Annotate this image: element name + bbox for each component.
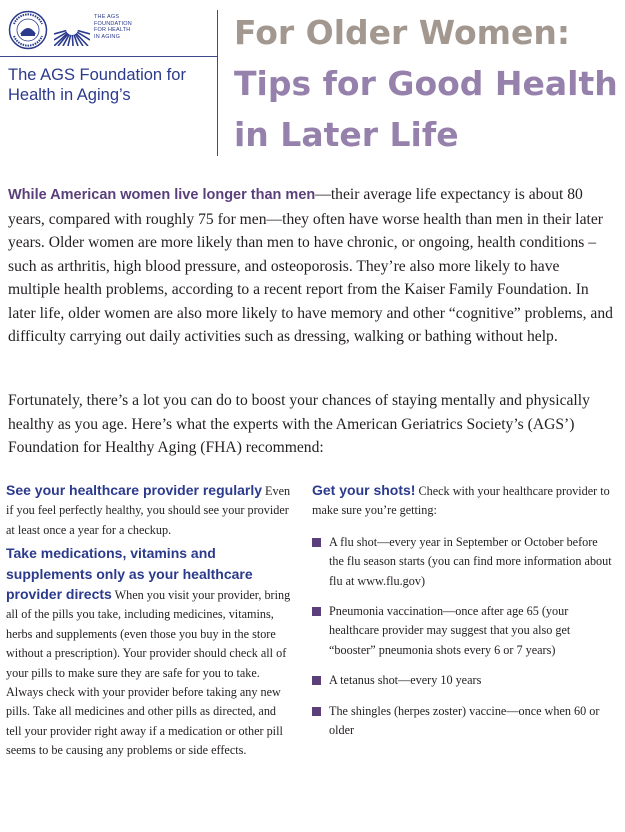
intro-lead: While American women live longer than men: [8, 187, 316, 203]
fha-logo: [54, 12, 146, 48]
list-item: A tetanus shot—every 10 years: [312, 671, 612, 690]
header-divider: [0, 56, 218, 57]
fha-logo-text: THE AGS FOUNDATION FOR HEALTH IN AGING: [94, 14, 132, 40]
intro-paragraph: [8, 183, 613, 349]
section-medications-body: When you visit your provider, bring all of the pills you take, including medicines, vitamins, herbs and supplements (even those you buy in the store without a prescription). Your provider should check all of your pills to make sure they are safe for you to take. Always check with your provider before taking any new pills. Take all medicines and other pills as directed, and tell your provider right away if a medication or other pill seems to be causing any problems or side effects.: [6, 588, 291, 758]
left-column: [6, 481, 292, 765]
ags-seal-logo: [8, 10, 48, 50]
square-bullet-icon: [312, 676, 321, 685]
section-medications-heading: Take medications, vitamins and supplements only as your healthcare provider directs: [6, 545, 253, 603]
section-medications: [6, 544, 292, 760]
section-checkups-heading: See your healthcare provider regularly: [6, 482, 262, 498]
title-line-1: For Older Women:: [234, 13, 571, 52]
list-item: Pneumonia vaccination—once after age 65 (your healthcare provider may suggest that you also get “booster” pneumonia shots every 6 or 7 years): [312, 602, 612, 660]
title-line-2: Tips for Good Health: [234, 64, 618, 103]
section-shots-intro: Check with your healthcare provider to make sure you’re getting:: [312, 484, 610, 518]
right-column: [312, 481, 612, 751]
title-line-3: in Later Life: [234, 115, 459, 154]
section-shots: [312, 481, 612, 521]
header-vertical-rule: [217, 10, 218, 156]
shots-list: [312, 533, 612, 741]
section-shots-heading: Get your shots!: [312, 482, 416, 498]
list-item: The shingles (herpes zoster) vaccine—once when 60 or older: [312, 702, 612, 741]
section-checkups: [6, 481, 292, 540]
section-checkups-body: Even if you feel perfectly healthy, you should see your provider at least once a year for a checkup.: [6, 484, 291, 537]
list-item: A flu shot—every year in September or October before the flu season starts (you can find more information about flu at www.flu.gov): [312, 533, 612, 591]
page-title: [234, 7, 624, 160]
square-bullet-icon: [312, 707, 321, 716]
square-bullet-icon: [312, 538, 321, 547]
fha-burst-icon: [54, 12, 90, 46]
organization-name: The AGS Foundation for Health in Aging’s: [8, 66, 186, 104]
recommendation-paragraph: Fortunately, there’s a lot you can do to boost your chances of staying mentally and physically healthy as you age. Here’s what the experts with the American Geriatrics Society’s (AGS’) Foundation for Healthy Aging (FHA) recommend:: [8, 392, 590, 456]
square-bullet-icon: [312, 607, 321, 616]
intro-body: —their average life expectancy is about 80 years, compared with roughly 75 for men—they often have worse health than men in their later years. Older women are more likely than men to have chronic, or ongoing, health conditions – such as arthritis, high blood pressure, and osteoporosis. They’re also more likely to have multiple health problems, according to a recent report from the Kaiser Family Foundation. In later life, older women are also more likely to have memory and other “cognitive” problems, and difficulty carrying out daily activities such as dressing, walking or bathing without help.: [8, 186, 613, 345]
